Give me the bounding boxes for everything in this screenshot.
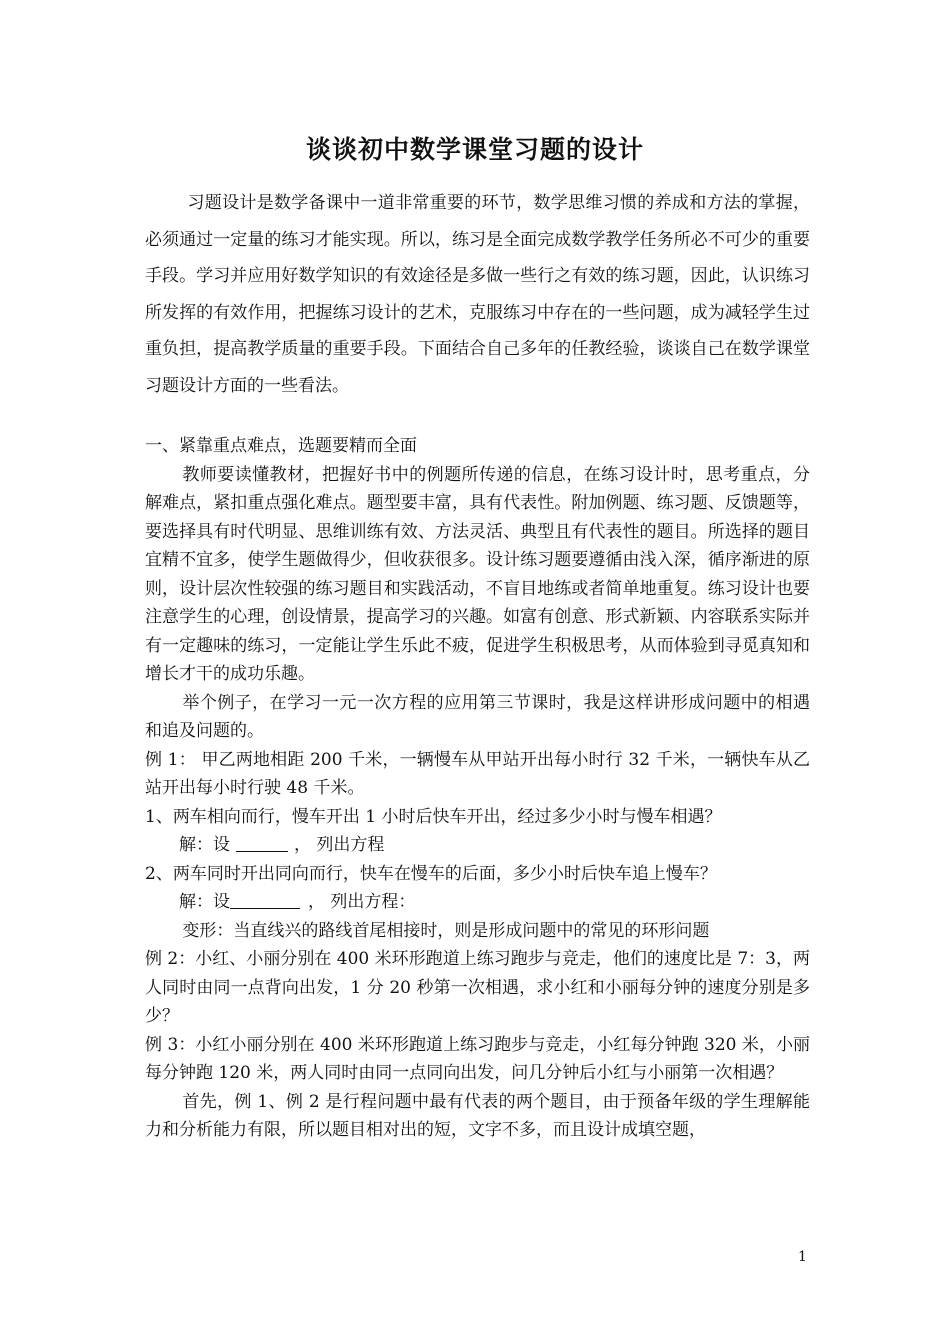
variant-note: 变形：当直线兴的路线首尾相接时，则是形成问题中的常见的环形问题 bbox=[182, 920, 710, 941]
solution-2 bbox=[145, 888, 810, 917]
section-heading: 一、紧靠重点难点，选题要精而全面 bbox=[145, 436, 417, 456]
page-number: 1 bbox=[798, 1249, 807, 1265]
page-title: 谈谈初中数学课堂习题的设计 bbox=[305, 135, 644, 164]
answer-blank[interactable] bbox=[236, 835, 288, 852]
section-paragraph: 教师要读懂教材，把握好书中的例题所传递的信息，在练习设计时，思考重点，分解难点，紧扣重点强化难点。题型要丰富，具有代表性。附加例题、练习题、反馈题等，要选择具有时代明显、思维训练有效、方法灵活、典型且有代表性的题目。所选择的题目宜精不宜多，使学生题做得少，但收获很多。设计练习题要遵循由浅入深，循序渐进的原则，设计层次性较强的练习题目和实践活动，不盲目地练或者简单地重复。练习设计也要注意学生的心理，创设情景，提高学习的兴趣。如富有创意、形式新颖、内容联系实际并有一定趣味的练习，一定能让学生乐此不疲，促进学生积极思考，从而体验到寻觅真知和增长才干的成功乐趣。 bbox=[145, 464, 810, 684]
solution-prefix: 解：设 bbox=[179, 835, 230, 855]
document-body bbox=[145, 185, 810, 1145]
section-1 bbox=[145, 432, 810, 1145]
answer-blank[interactable] bbox=[230, 892, 300, 909]
question-1: 1、两车相向而行，慢车开出 1 小时后快车开出，经过多少小时与慢车相遇？ bbox=[145, 806, 722, 827]
paragraph-gap bbox=[145, 404, 810, 432]
solution-suffix: ， 列出方程 bbox=[294, 835, 385, 855]
question-2: 2、两车同时开出同向而行，快车在慢车的后面，多少小时后快车追上慢车？ bbox=[145, 863, 717, 884]
solution-1 bbox=[145, 831, 810, 860]
intro-paragraph: 习题设计是数学备课中一道非常重要的环节，数学思维习惯的养成和方法的掌握，必须通过一定量的练习才能实现。所以，练习是全面完成数学教学任务所必不可少的重要手段。学习并应用好数学知识的有效途径是多做一些行之有效的练习题，因此，认识练习所发挥的有效作用，把握练习设计的艺术，克服练习中存在的一些问题，成为减轻学生过重负担，提高教学质量的重要手段。下面结合自己多年的任教经验，谈谈自己在数学课堂习题设计方面的一些看法。 bbox=[145, 193, 810, 396]
example-3: 例 3：小红小丽分别在 400 米环形跑道上练习跑步与竞走，小红每分钟跑 320 米，小丽每分钟跑 120 米，两人同时由同一点同向出发，问几分钟后小红与小丽第一次相遇？ bbox=[145, 1034, 810, 1083]
example-2: 例 2：小红、小丽分别在 400 米环形跑道上练习跑步与竞走，他们的速度比是 7：3，两人同时由同一点背向出发，1 分 20 秒第一次相遇，求小红和小丽每分钟的速度分别是多少？ bbox=[145, 949, 810, 1026]
section-paragraph: 首先，例 1、例 2 是行程问题中最有代表的两个题目，由于预备年级的学生理解能力和分析能力有限，所以题目相对出的短，文字不多，而且设计成填空题， bbox=[145, 1091, 810, 1140]
solution-suffix: ， 列出方程： bbox=[308, 892, 416, 912]
solution-prefix: 解：设 bbox=[179, 892, 230, 912]
section-paragraph: 举个例子，在学习一元一次方程的应用第三节课时，我是这样讲形成问题中的相遇和追及问题的。 bbox=[145, 692, 810, 741]
example-1: 例 1： 甲乙两地相距 200 千米，一辆慢车从甲站开出每小时行 32 千米，一辆快车从乙站开出每小时行驶 48 千米。 bbox=[145, 749, 810, 798]
